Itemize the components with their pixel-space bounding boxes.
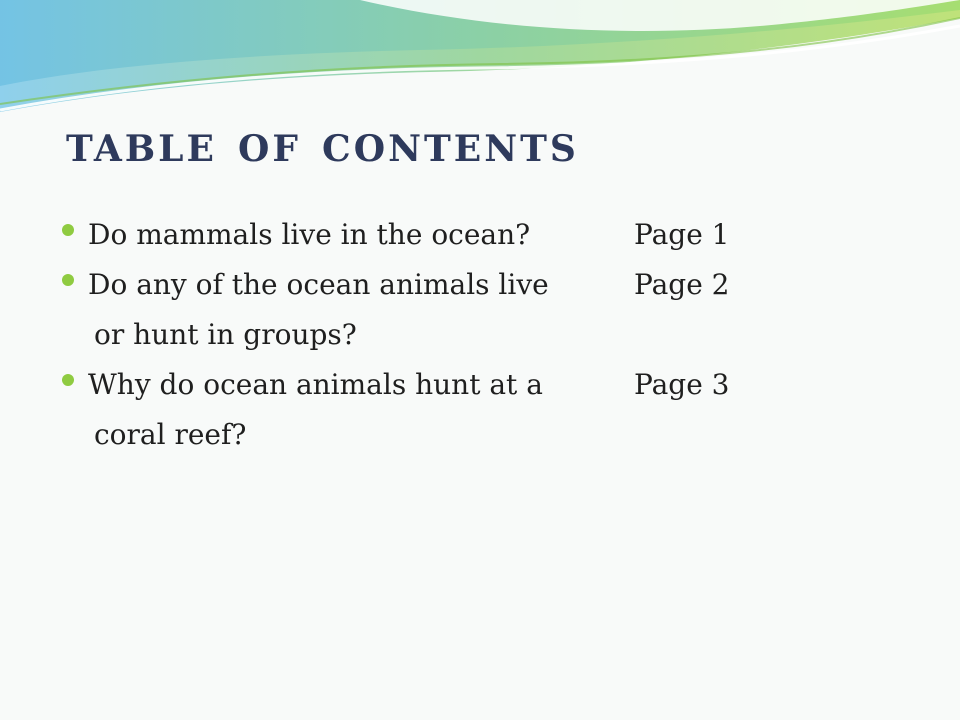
toc-question-line: or hunt in groups? bbox=[94, 318, 357, 351]
toc-page-number: Page 3 bbox=[634, 368, 730, 401]
toc-question-line: Do any of the ocean animals live bbox=[88, 268, 549, 301]
toc-question-line: Why do ocean animals hunt at a bbox=[88, 368, 543, 401]
toc-question bbox=[88, 210, 634, 260]
toc-question bbox=[88, 360, 634, 460]
toc-page-number: Page 2 bbox=[634, 268, 730, 301]
toc-question-line: Do mammals live in the ocean? bbox=[88, 218, 531, 251]
toc-item bbox=[62, 360, 822, 460]
slide-title: table of contents bbox=[66, 113, 579, 174]
toc-question bbox=[88, 260, 634, 360]
toc-item bbox=[62, 260, 822, 360]
bullet-icon bbox=[62, 274, 74, 286]
decorative-wave-header bbox=[0, 0, 960, 120]
table-of-contents-list bbox=[62, 210, 822, 460]
toc-page-number: Page 1 bbox=[634, 218, 730, 251]
toc-item bbox=[62, 210, 822, 260]
bullet-icon bbox=[62, 374, 74, 386]
bullet-icon bbox=[62, 224, 74, 236]
toc-question-line: coral reef? bbox=[94, 418, 247, 451]
